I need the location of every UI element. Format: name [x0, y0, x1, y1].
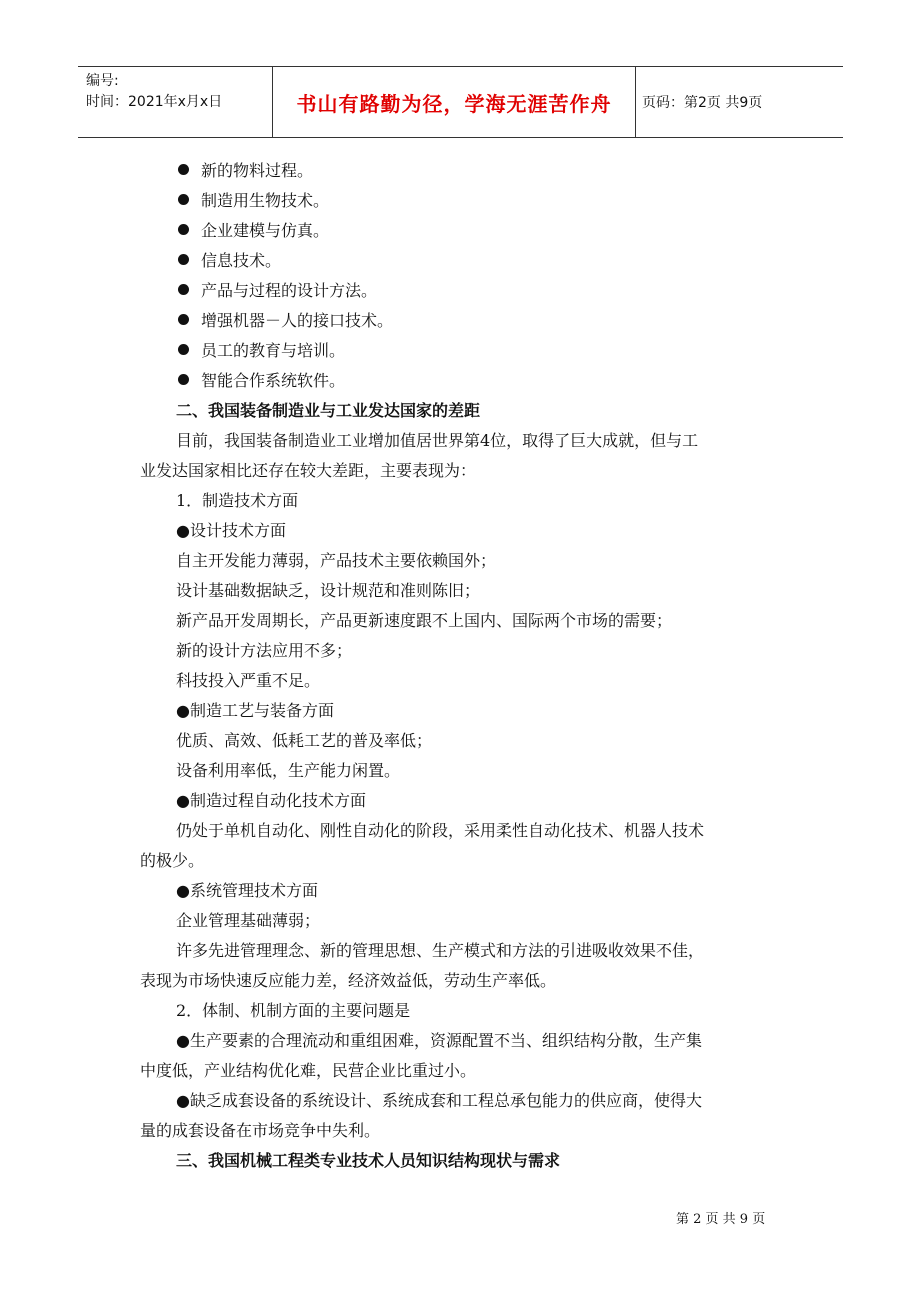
list-item: 企业管理基础薄弱；	[176, 911, 321, 930]
list-item: 优质、高效、低耗工艺的普及率低；	[176, 731, 433, 750]
paragraph-line: 中度低，产业结构优化难，民营企业比重过小。	[140, 1061, 477, 1080]
list-item: 设计基础数据缺乏，设计规范和准则陈旧；	[176, 581, 481, 600]
header-page-cell	[634, 67, 843, 137]
paragraph-line: 表现为市场快速反应能力差，经济效益低，劳动生产率低。	[140, 971, 557, 990]
paragraph-line: 的极少。	[140, 851, 205, 870]
list-item: 设备利用率低，生产能力闲置。	[176, 761, 401, 780]
topic-heading: ●设计技术方面	[176, 521, 286, 540]
bullet-item	[178, 158, 313, 181]
header-meta	[78, 67, 272, 137]
bullet-item	[178, 338, 345, 361]
header-page-label: 页码：第2页 共9页	[642, 95, 763, 111]
paragraph-line: 目前，我国装备制造业工业增加值居世界第4位，取得了巨大成就，但与工	[176, 431, 699, 450]
page-header	[78, 66, 843, 138]
bullet-text: 信息技术。	[201, 251, 282, 270]
bullet-dot-icon	[178, 314, 189, 325]
bullet-dot-icon	[178, 254, 189, 265]
bullet-dot-icon	[178, 284, 189, 295]
list-item: 新产品开发周期长，产品更新速度跟不上国内、国际两个市场的需要；	[176, 611, 673, 630]
bullet-item	[178, 248, 281, 271]
bullet-text: 制造用生物技术。	[201, 191, 330, 210]
bullet-dot-icon	[178, 374, 189, 385]
paragraph-line: 量的成套设备在市场竞争中失利。	[140, 1121, 381, 1140]
bullet-item	[178, 368, 345, 391]
subsection-heading: 2．体制、机制方面的主要问题是	[176, 1001, 411, 1020]
code-label: 编号:	[86, 73, 119, 89]
header-motto: 书山有路勤为径，学海无涯苦作舟	[296, 91, 612, 116]
bullet-text: 增强机器－人的接口技术。	[201, 311, 394, 330]
topic-heading: ●制造过程自动化技术方面	[176, 791, 366, 810]
bullet-item	[178, 308, 393, 331]
paragraph-line: ●缺乏成套设备的系统设计、系统成套和工程总承包能力的供应商，使得大	[176, 1091, 702, 1110]
bullet-item	[178, 188, 329, 211]
paragraph-line: 许多先进管理理念、新的管理思想、生产模式和方法的引进吸收效果不佳，	[176, 941, 705, 960]
paragraph-line: ●生产要素的合理流动和重组困难，资源配置不当、组织结构分散，生产集	[176, 1031, 702, 1050]
page-footer: 第 2 页 共 9 页	[676, 1212, 766, 1227]
bullet-text: 企业建模与仿真。	[201, 221, 330, 240]
bullet-dot-icon	[178, 224, 189, 235]
bullet-dot-icon	[178, 164, 189, 175]
list-item: 科技投入严重不足。	[176, 671, 321, 690]
list-item: 自主开发能力薄弱，产品技术主要依赖国外；	[176, 551, 497, 570]
section-3-heading: 三、我国机械工程类专业技术人员知识结构现状与需求	[176, 1151, 561, 1170]
topic-heading: ●制造工艺与装备方面	[176, 701, 334, 720]
time-label: 时间：2021年x月x日	[86, 94, 223, 110]
bullet-item	[178, 278, 377, 301]
paragraph-line: 业发达国家相比还存在较大差距，主要表现为：	[140, 461, 477, 480]
subsection-heading: 1．制造技术方面	[176, 491, 299, 510]
topic-heading: ●系统管理技术方面	[176, 881, 318, 900]
bullet-dot-icon	[178, 194, 189, 205]
header-motto-cell	[272, 67, 636, 137]
bullet-text: 产品与过程的设计方法。	[201, 281, 378, 300]
bullet-text: 智能合作系统软件。	[201, 371, 346, 390]
bullet-dot-icon	[178, 344, 189, 355]
bullet-item	[178, 218, 329, 241]
list-item: 新的设计方法应用不多；	[176, 641, 353, 660]
paragraph-line: 仍处于单机自动化、刚性自动化的阶段，采用柔性自动化技术、机器人技术	[176, 821, 705, 840]
bullet-text: 新的物料过程。	[201, 161, 314, 180]
bullet-text: 员工的教育与培训。	[201, 341, 346, 360]
section-2-heading: 二、我国装备制造业与工业发达国家的差距	[176, 401, 481, 420]
